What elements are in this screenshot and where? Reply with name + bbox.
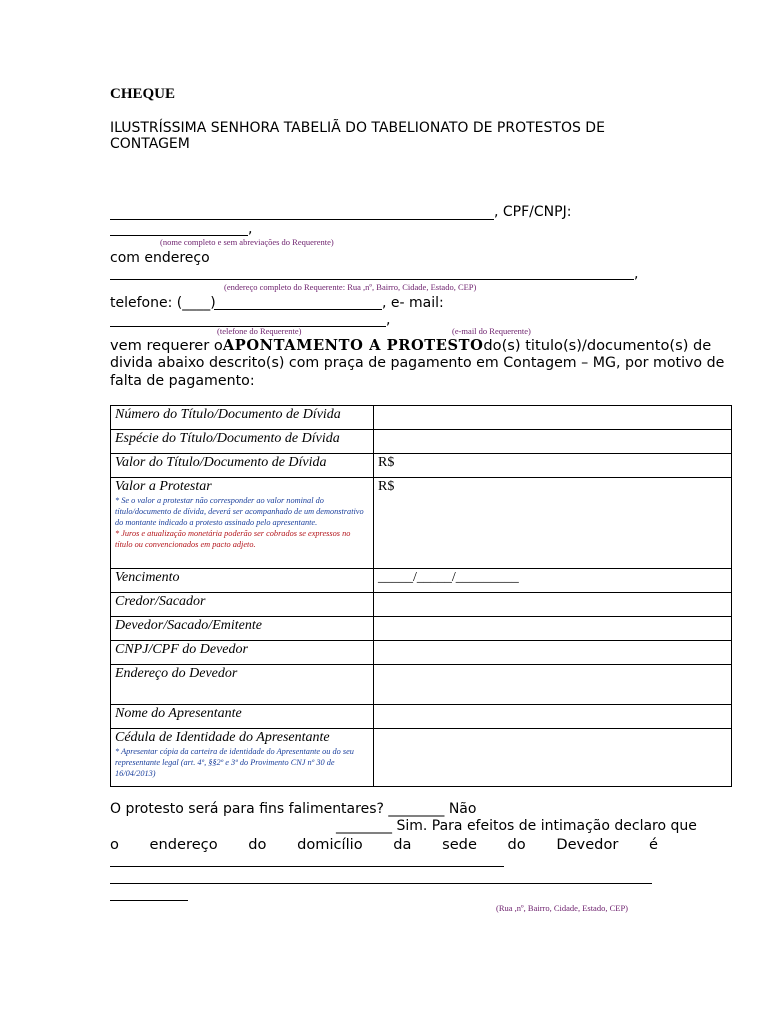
debtor-address-blank-3[interactable] [110,900,188,901]
request-line-2: divida abaixo descrito(s) com praça de pagamento em Contagem – MG, por motivo de [110,355,725,371]
row-label-cedula: Cédula de Identidade do Apresentante [115,730,330,745]
table-row [111,430,732,454]
debtor-address-blank-1[interactable] [110,866,504,867]
table-row [111,593,732,617]
word-o: o [110,836,119,853]
requester-address-blank[interactable] [110,279,634,280]
debtor-address-blank-2[interactable] [110,883,652,884]
row-value-endereco-devedor[interactable] [374,665,732,705]
name-hint: (nome completo e sem abreviações do Requerente) [160,237,334,247]
word-e: é [648,836,658,853]
note-juros: * Juros e atualização monetária poderão ser cobrados se expressos no título ou convencionados em pacto adjeto. [115,529,351,549]
row-value-vencimento[interactable]: _____/_____/_________ [374,569,732,593]
word-sede: sede [442,836,477,853]
request-line-1 [110,337,712,354]
document-title: CHEQUE [110,86,176,102]
address-label: com endereço [110,250,210,266]
request-text-c: do(s) titulo(s)/documento(s) de [483,337,712,354]
email-label: , e- mail: [382,295,444,311]
note-provimento: (art. 4º, §§2º e 3º do Provimento CNJ nº 30 de 16/04/2013) [115,758,335,778]
domicilio-line [110,836,658,853]
word-do-2: do [507,836,526,853]
row-label-cnpj-devedor: CNPJ/CPF do Devedor [111,641,374,665]
falimentar-question: O protesto será para fins falimentares? ________ Não [110,801,477,817]
cpf-cnpj-label: , CPF/CNPJ: [494,204,572,220]
row-label-vencimento: Vencimento [111,569,374,593]
addressee-line-2: CONTAGEM [110,136,190,152]
falimentar-yes: ________ Sim. Para efeitos de intimação declaro que [336,818,697,834]
row-value-valor-titulo[interactable]: R$ [374,454,732,478]
table-row [111,665,732,705]
row-label-devedor: Devedor/Sacado/Emitente [111,617,374,641]
table-row [111,705,732,729]
table-row [111,478,732,569]
phone-label: telefone: (____) [110,295,216,311]
word-do: do [248,836,267,853]
row-label-numero: Número do Título/Documento de Dívida [111,406,374,430]
row-label-apresentante: Nome do Apresentante [111,705,374,729]
row-value-apresentante[interactable] [374,705,732,729]
address-comma: , [634,266,639,282]
word-da: da [393,836,412,853]
note-identidade [115,746,369,779]
note-identidade-text: * Apresentar cópia da carteira de identidade do Apresentante ou do seu representante legal [115,747,354,767]
phone-hint: (telefone do Requerente) [217,326,302,336]
table-row [111,641,732,665]
email-hint: (e-mail do Requerente) [452,326,531,336]
requester-name-blank[interactable] [110,219,494,220]
table-row [111,569,732,593]
row-value-cnpj-devedor[interactable] [374,641,732,665]
row-label-especie: Espécie do Título/Documento de Dívida [111,430,374,454]
protest-form-table [110,405,732,787]
row-label-valor-protestar: Valor a Protestar [115,479,212,494]
row-value-cedula[interactable] [374,729,732,787]
row-label-valor-protestar-cell [111,478,374,569]
word-endereco: endereço [149,836,218,853]
row-label-valor-titulo: Valor do Título/Documento de Dívida [111,454,374,478]
word-domicilio: domicílio [297,836,363,853]
table-row [111,617,732,641]
row-label-endereco-devedor: Endereço do Devedor [111,665,374,705]
address-hint: (endereço completo do Requerente: Rua ,nº, Bairro, Cidade, Estado, CEP) [224,282,477,292]
phone-blank[interactable] [214,309,382,310]
cpf-cnpj-blank[interactable] [110,235,248,236]
row-value-valor-protestar[interactable]: R$ [374,478,732,569]
table-row [111,729,732,787]
request-text-a: vem requerer o [110,337,223,354]
row-value-numero[interactable] [374,406,732,430]
row-value-especie[interactable] [374,430,732,454]
email-comma: , [386,312,391,328]
note-valor-nominal: * Se o valor a protestar não corresponder ao valor nominal do título/documento de dívida, deverá ser acompanhado de um demonstrativo do montante indicado a protesto assinado pelo apresentante. [115,496,364,527]
row-label-credor: Credor/Sacador [111,593,374,617]
protest-emphasis: APONTAMENTO A PROTESTO [222,337,484,354]
row-value-devedor[interactable] [374,617,732,641]
comma: , [248,221,253,237]
word-devedor: Devedor [556,836,619,853]
table-row [111,406,732,430]
addressee-line-1: ILUSTRÍSSIMA SENHORA TABELIÃ DO TABELIONATO DE PROTESTOS DE [110,120,605,136]
row-label-cedula-cell [111,729,374,787]
request-line-3: falta de pagamento: [110,373,255,389]
table-row [111,454,732,478]
row-value-credor[interactable] [374,593,732,617]
debtor-address-hint: (Rua ,nº, Bairro, Cidade, Estado, CEP) [496,903,629,913]
